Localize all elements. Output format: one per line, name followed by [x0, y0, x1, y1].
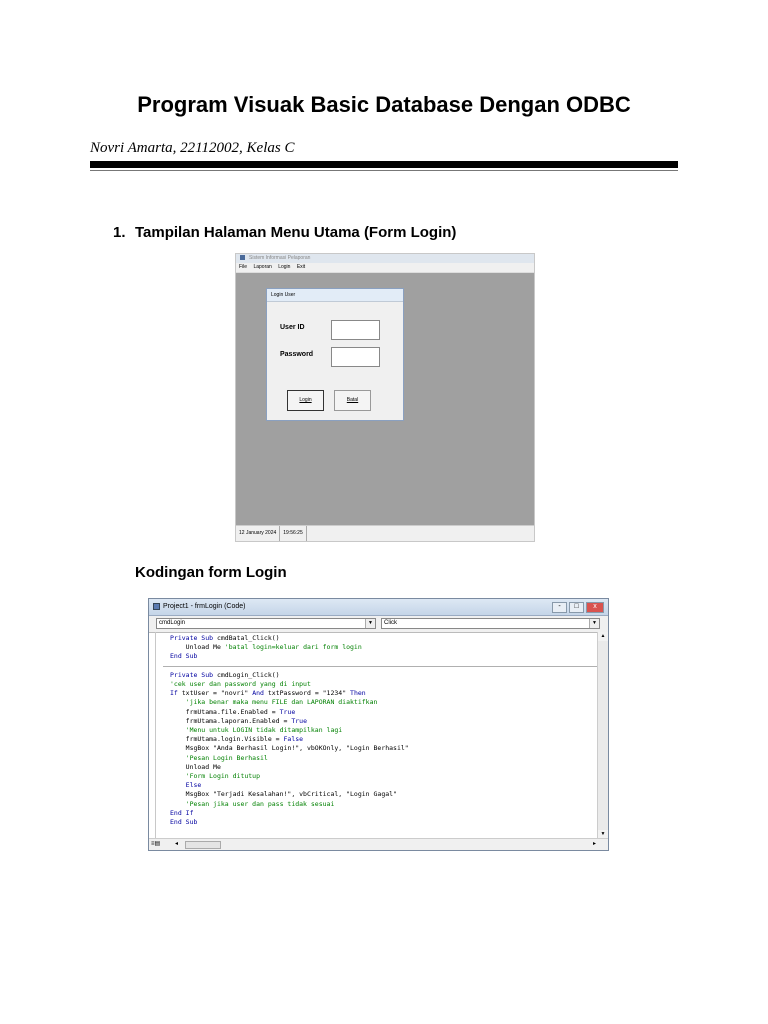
- code-keyword: And: [252, 689, 268, 698]
- code-line: [170, 643, 362, 651]
- status-date: 12 January 2024: [236, 526, 280, 541]
- code-line: [170, 652, 197, 660]
- app-screenshot: [235, 253, 535, 542]
- app-icon: [240, 255, 245, 260]
- status-time: 19:56:25: [280, 526, 306, 541]
- section-heading: [113, 224, 456, 241]
- close-icon[interactable]: x: [586, 602, 604, 613]
- project-icon: [153, 603, 160, 610]
- menu-file[interactable]: File: [239, 264, 248, 270]
- code-line: [170, 726, 342, 734]
- app-titlebar: [236, 254, 534, 263]
- code-keyword: True: [279, 707, 296, 716]
- cancel-button[interactable]: Batal: [334, 390, 371, 411]
- scroll-right-icon[interactable]: ▸: [592, 841, 596, 847]
- code-text[interactable]: [170, 634, 409, 827]
- code-combos: [149, 616, 608, 633]
- user-id-input[interactable]: [331, 320, 380, 340]
- code-token: frmUtama.laporan.Enabled =: [170, 716, 292, 725]
- view-toggle-icon[interactable]: ≡▤: [151, 841, 161, 847]
- code-line: [170, 698, 377, 706]
- code-line: [170, 781, 201, 789]
- code-line: [170, 735, 303, 743]
- code-comment: 'cek user dan password yang di input: [170, 680, 311, 689]
- scroll-up-icon[interactable]: ▲: [598, 632, 608, 641]
- code-line: [170, 680, 311, 688]
- code-token: Unload Me: [170, 762, 221, 771]
- chevron-down-icon[interactable]: ▼: [589, 619, 599, 628]
- document-title: Program Visuak Basic Database Dengan ODBC: [137, 92, 631, 117]
- code-line: [170, 689, 366, 697]
- password-label: Password: [280, 351, 314, 358]
- code-line: [170, 744, 409, 752]
- app-title: Sistem Informasi Pelaporan: [249, 255, 311, 261]
- code-comment: 'batal login=keluar dari form login: [224, 643, 362, 652]
- code-line: [170, 717, 307, 725]
- code-line: [170, 772, 260, 780]
- code-line: [170, 790, 397, 798]
- password-input[interactable]: [331, 347, 380, 367]
- status-bar: [236, 525, 534, 541]
- code-token: MsgBox "Anda Berhasil Login!", vbOKOnly, "Login Berhasil": [170, 744, 409, 753]
- menu-login[interactable]: Login: [278, 264, 291, 270]
- code-line: [170, 800, 334, 808]
- login-button[interactable]: Login: [287, 390, 324, 411]
- menu-exit[interactable]: Exit: [296, 264, 306, 270]
- code-line: [170, 671, 280, 679]
- code-token: frmUtama.login.Visible =: [170, 735, 284, 744]
- code-line: [170, 818, 197, 826]
- code-keyword: Then: [350, 689, 366, 698]
- code-gutter: [155, 632, 156, 839]
- code-line: [170, 634, 280, 642]
- code-comment: 'Menu untuk LOGIN tidak ditampilkan lagi: [170, 726, 343, 735]
- code-heading: Kodingan form Login: [135, 564, 287, 581]
- object-combo[interactable]: [156, 618, 376, 629]
- code-comment: 'Pesan jika user dan pass tidak sesuai: [170, 799, 335, 808]
- code-comment: 'Pesan Login Berhasil: [170, 753, 268, 762]
- author-line: Novri Amarta, 22112002, Kelas C: [90, 140, 295, 156]
- code-keyword: End If: [170, 808, 194, 817]
- login-form-title: Login User: [267, 289, 403, 302]
- header-rule-thin: [90, 170, 678, 171]
- code-line: [170, 809, 193, 817]
- code-token: Unload Me: [170, 643, 225, 652]
- section-number: 1.: [113, 224, 126, 241]
- code-window-title: Project1 - frmLogin (Code): [163, 603, 246, 610]
- minimize-icon[interactable]: -: [552, 602, 567, 613]
- chevron-down-icon[interactable]: ▼: [365, 619, 375, 628]
- code-token: cmdLogin_Click(): [216, 670, 280, 679]
- code-keyword: True: [291, 716, 307, 725]
- code-keyword: If: [170, 689, 182, 698]
- object-combo-value: cmdLogin: [159, 620, 186, 626]
- code-keyword: Else: [170, 781, 202, 790]
- header-rule-thick: [90, 161, 678, 168]
- code-line: [170, 708, 295, 716]
- code-token: frmUtama.file.Enabled =: [170, 707, 280, 716]
- maximize-icon[interactable]: □: [569, 602, 584, 613]
- app-menubar: [236, 263, 534, 273]
- vertical-scrollbar[interactable]: [597, 632, 608, 839]
- login-form: [266, 288, 404, 421]
- code-token: txtPassword = "1234": [267, 689, 351, 698]
- code-keyword: Private Sub: [170, 634, 217, 642]
- code-keyword: End Sub: [170, 818, 198, 827]
- code-token: MsgBox "Terjadi Kesalahan!", vbCritical, "Login Gagal": [170, 790, 397, 799]
- code-keyword: End Sub: [170, 652, 198, 661]
- code-keyword: False: [283, 735, 304, 744]
- code-editor[interactable]: [149, 632, 598, 839]
- user-id-label: User ID: [280, 324, 305, 331]
- scroll-thumb[interactable]: [185, 841, 221, 849]
- code-window-titlebar: [149, 599, 608, 616]
- menu-laporan[interactable]: Laporan: [253, 264, 272, 270]
- procedure-separator: [163, 666, 598, 667]
- code-line: [170, 754, 268, 762]
- code-keyword: Private Sub: [170, 670, 217, 679]
- section-heading-text: Tampilan Halaman Menu Utama (Form Login): [135, 224, 457, 241]
- code-token: cmdBatal_Click(): [216, 634, 280, 642]
- code-comment: 'Form Login ditutup: [170, 772, 261, 781]
- code-comment: 'jika benar maka menu FILE dan LAPORAN diaktifkan: [170, 698, 378, 707]
- horizontal-scrollbar[interactable]: [149, 838, 608, 850]
- scroll-down-icon[interactable]: ▼: [598, 830, 608, 839]
- scroll-left-icon[interactable]: ◂: [175, 841, 179, 847]
- procedure-combo[interactable]: [381, 618, 600, 629]
- procedure-combo-value: Click: [384, 620, 397, 626]
- code-line: [170, 763, 221, 771]
- code-window: [148, 598, 609, 851]
- code-token: txtUser = "novri": [181, 689, 253, 698]
